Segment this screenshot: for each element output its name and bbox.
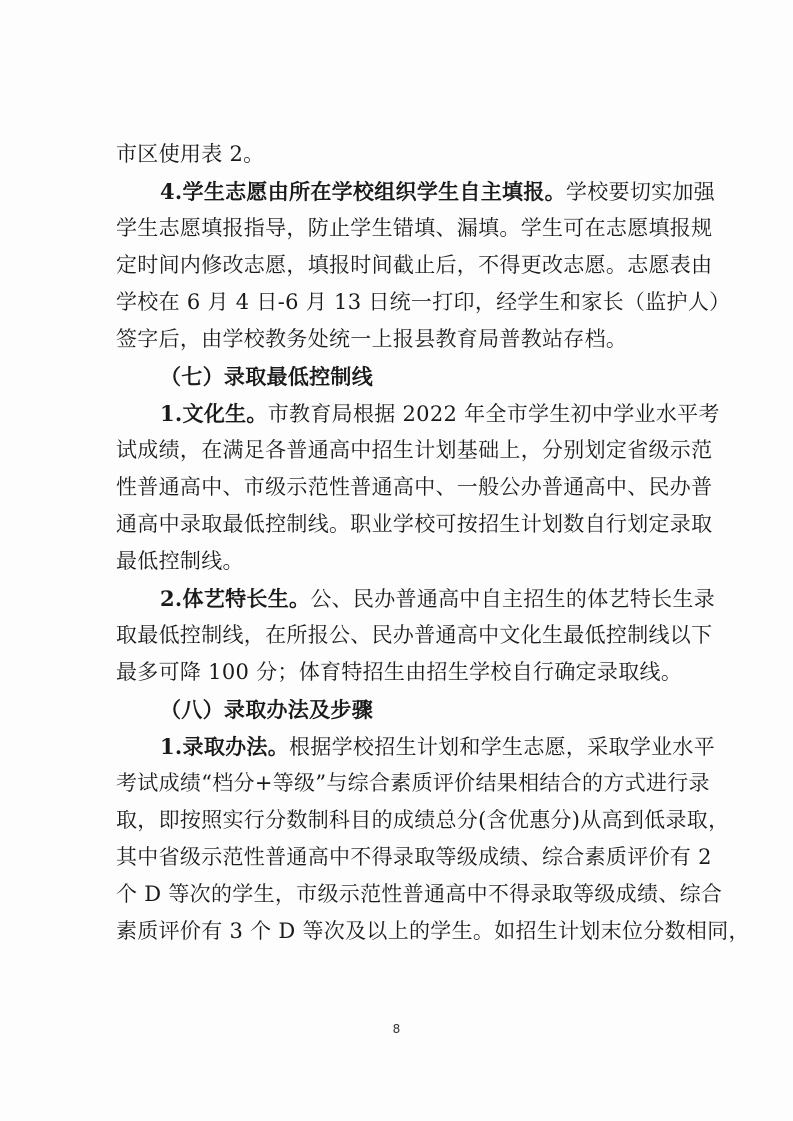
text-line: 取最低控制线，在所报公、民办普通高中文化生最低控制线以下	[116, 623, 713, 647]
paragraph-first-line	[116, 395, 720, 432]
text-line: 取，即按照实行分数制科目的成绩总分(含优惠分)从高到低录取，	[116, 808, 730, 832]
text-line: 考试成绩“档分+等级”与综合素质评价结果相结合的方式进行录	[116, 771, 710, 795]
paragraph-lead-bold: 4.学生志愿由所在学校组织学生自主填报。	[160, 179, 566, 204]
paragraph-lead-bold: 1.文化生。	[160, 401, 268, 426]
section-heading: （七）录取最低控制线	[160, 364, 373, 389]
page-number: 8	[392, 1022, 401, 1036]
paragraph-lead-text: 公、民办普通高中自主招生的体艺特长生录	[310, 587, 716, 611]
section-heading: （八）录取办法及步骤	[160, 697, 373, 722]
text-line: 通高中录取最低控制线。职业学校可按招生计划数自行划定录取	[116, 512, 713, 536]
paragraph-first-line	[116, 580, 716, 617]
text-line: 试成绩，在满足各普通高中招生计划基础上，分别划定省级示范	[116, 438, 713, 462]
paragraph-lead-text: 根据学校招生计划和学生志愿，采取学业水平	[289, 735, 716, 759]
text-line: 性普通高中、市级示范性普通高中、一般公办普通高中、民办普	[116, 475, 713, 499]
text-line: 个 D 等次的学生，市级示范性普通高中不得录取等级成绩、综合	[116, 882, 723, 906]
text-line: 其中省级示范性普通高中不得录取等级成绩、综合素质评价有 2	[116, 845, 712, 869]
text-line: 定时间内修改志愿，填报时间截止后，不得更改志愿。志愿表由	[116, 253, 713, 277]
text-line: 素质评价有 3 个 D 等次及以上的学生。如招生计划末位分数相同，	[116, 919, 750, 943]
text-line: 市区使用表 2。	[116, 142, 265, 166]
text-line: 最低控制线。	[116, 549, 244, 573]
document-body	[116, 136, 750, 950]
text-line: 学校在 6 月 4 日-6 月 13 日统一打印，经学生和家长（监护人）	[116, 290, 731, 314]
text-line: 签字后，由学校教务处统一上报县教育局普教站存档。	[116, 327, 628, 351]
paragraph-lead-text: 学校要切实加强	[565, 180, 716, 204]
paragraph-lead-text: 市教育局根据 2022 年全市学生初中学业水平考	[267, 402, 720, 426]
paragraph-lead-bold: 1.录取办法。	[160, 734, 290, 759]
paragraph-first-line	[116, 173, 716, 210]
text-line: 最多可降 100 分；体育特招生由招生学校自行确定录取线。	[116, 660, 683, 684]
text-line: 学生志愿填报指导，防止学生错填、漏填。学生可在志愿填报规	[116, 216, 713, 240]
paragraph-lead-bold: 2.体艺特长生。	[160, 586, 311, 611]
paragraph-first-line	[116, 728, 716, 765]
